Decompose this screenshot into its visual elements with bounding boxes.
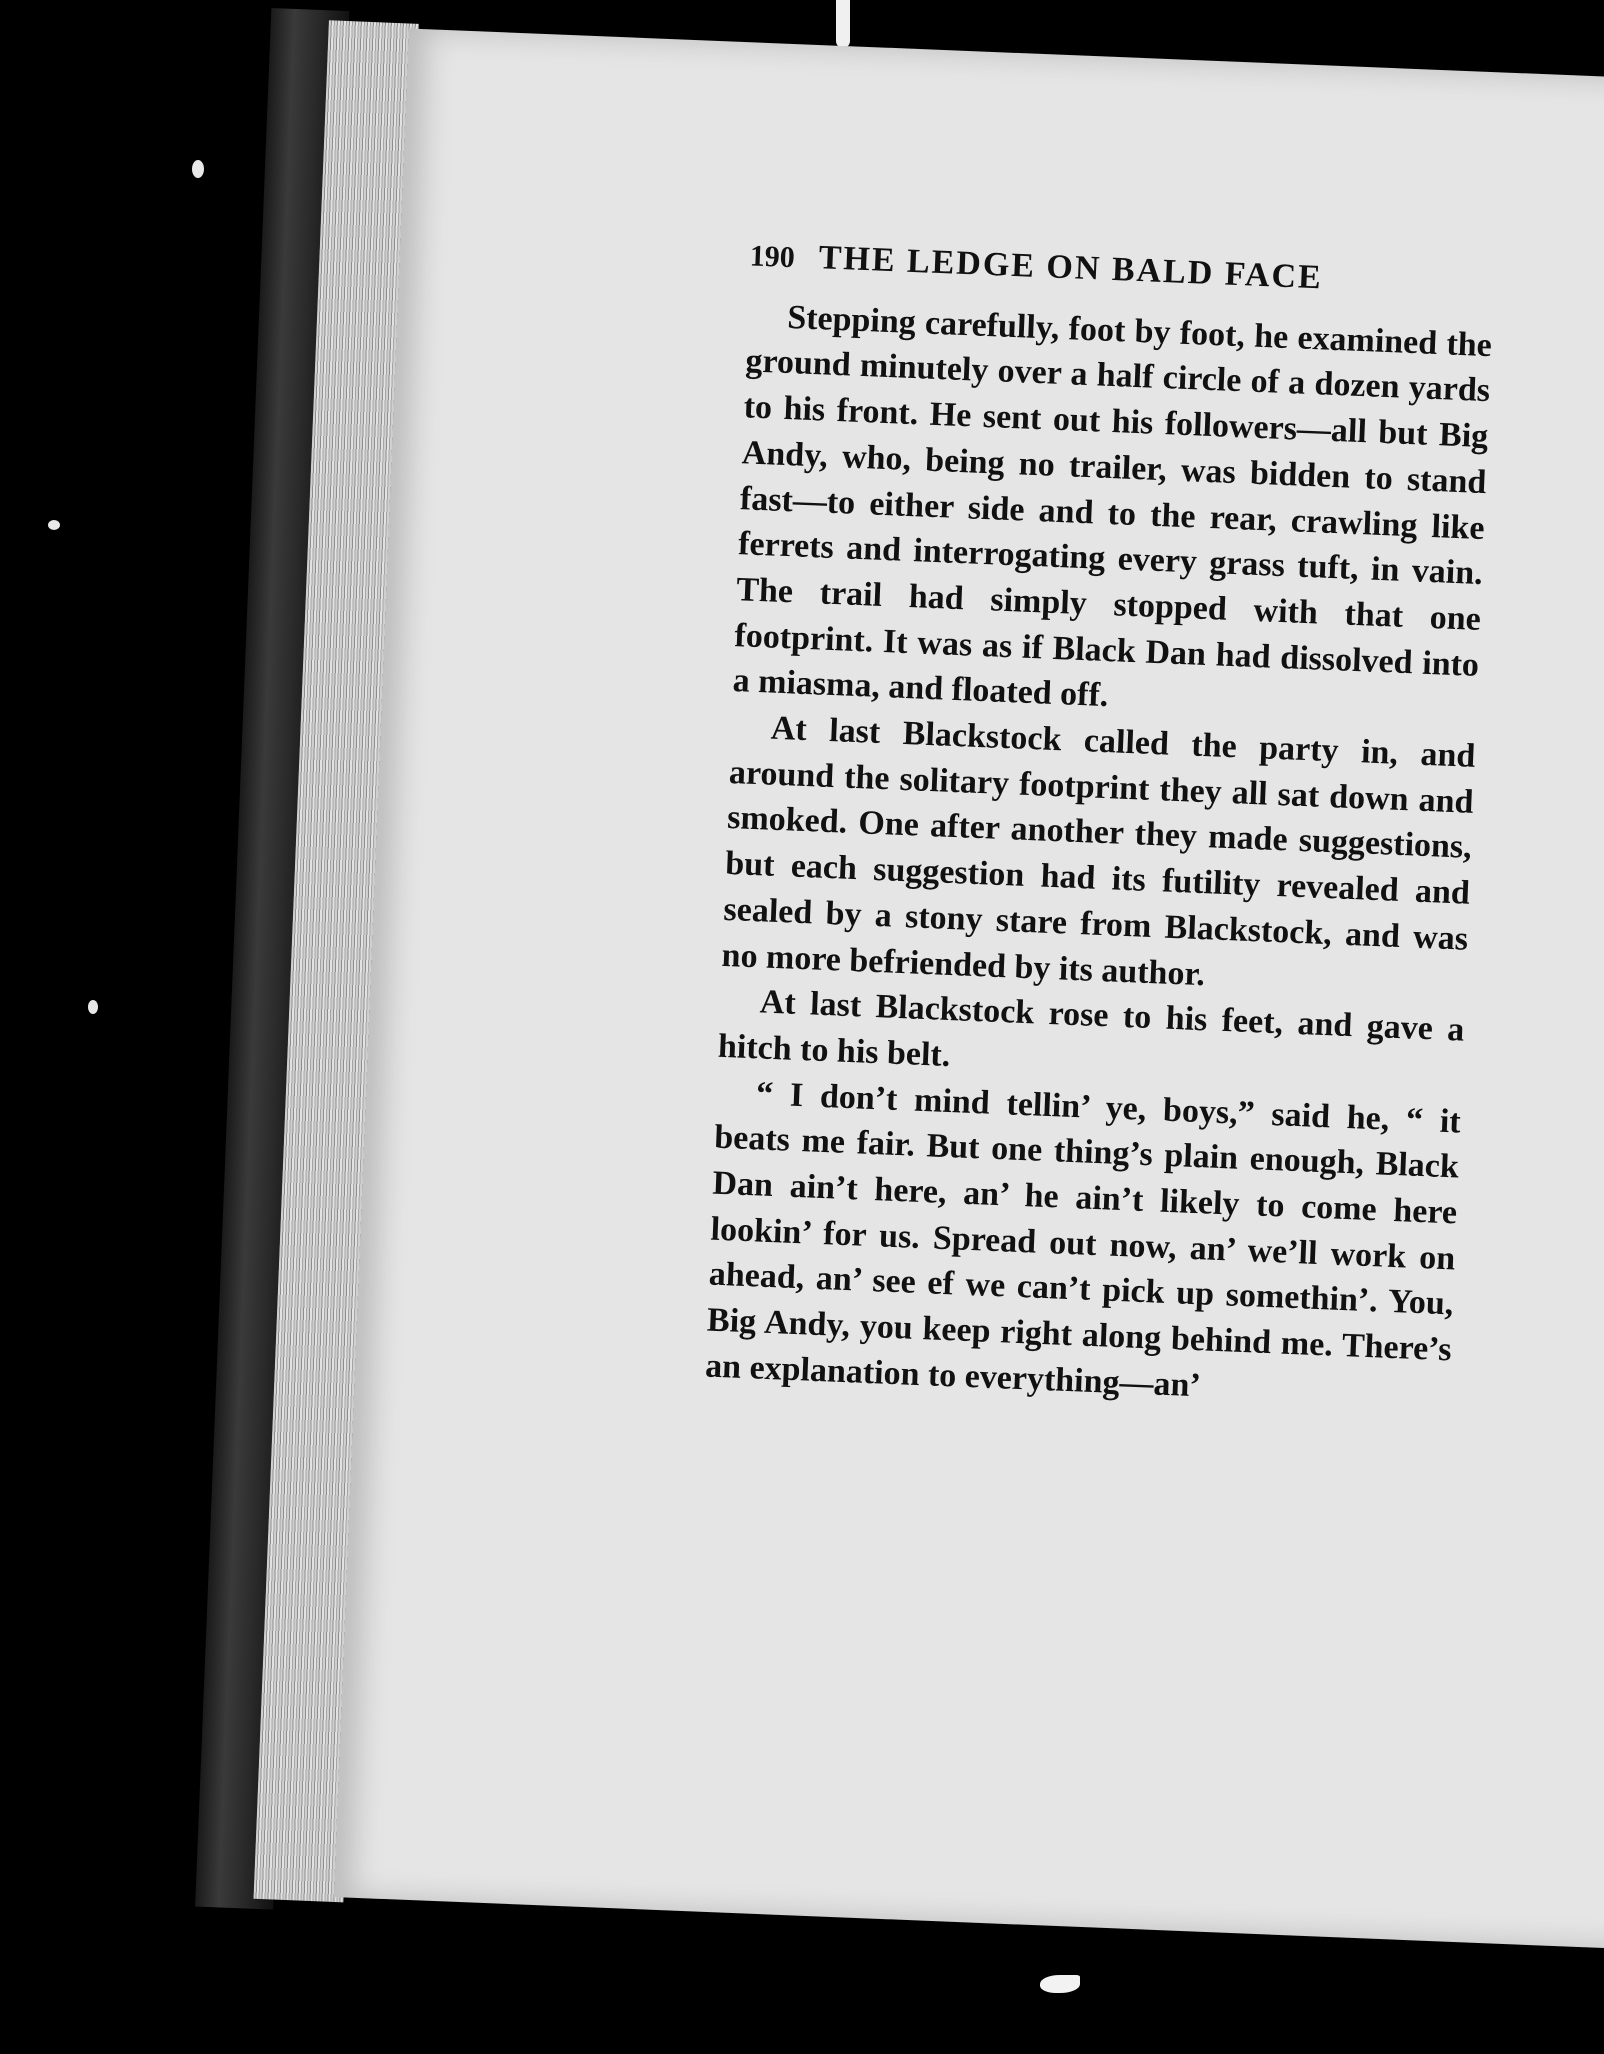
paragraph: Stepping carefully, foot by foot, he examined the ground minutely over a half circle of a dozen yards to his front. He sent out his followers—all but Big Andy, who, being no trailer, was bidden to stand fast—to either side and to the rear, crawling like ferrets and interrogating every grass tuft, in vain. The trail had simply stopped with that one footprint. It was as if Black Dan had dissolved into a miasma, and floated off.: [732, 298, 1493, 715]
page-text: [704, 232, 1495, 1419]
page-number: 190: [749, 239, 796, 275]
dust-smudge: [1040, 1975, 1080, 1993]
paragraph: At last Blackstock rose to his feet, and gave a hitch to his belt.: [717, 983, 1466, 1075]
running-title: THE LEDGE ON BALD FACE: [818, 239, 1324, 297]
dust-speck: [48, 520, 60, 530]
dust-speck: [88, 1000, 98, 1014]
dust-speck: [192, 160, 204, 178]
paragraph: At last Blackstock called the party in, and around the solitary footprint they all sat down and smoked. One after another they made suggestions, but each suggestion had its futility revealed and sealed by a stony stare from Blackstock, and was no more befriended by its author.: [721, 709, 1477, 993]
paragraph: “ I don’t mind tellin’ ye, boys,” said he, “ it beats me fair. But one thing’s plain enough, Black Dan ain’t here, an’ he ain’t likely to come here lookin’ for us. Spread out now, an’ we’ll work on ahead, an’ see ef we can’t pick up somethin’. You, Big Andy, you keep right along behind me. There’s an explanation to everything—an’: [704, 1074, 1462, 1405]
